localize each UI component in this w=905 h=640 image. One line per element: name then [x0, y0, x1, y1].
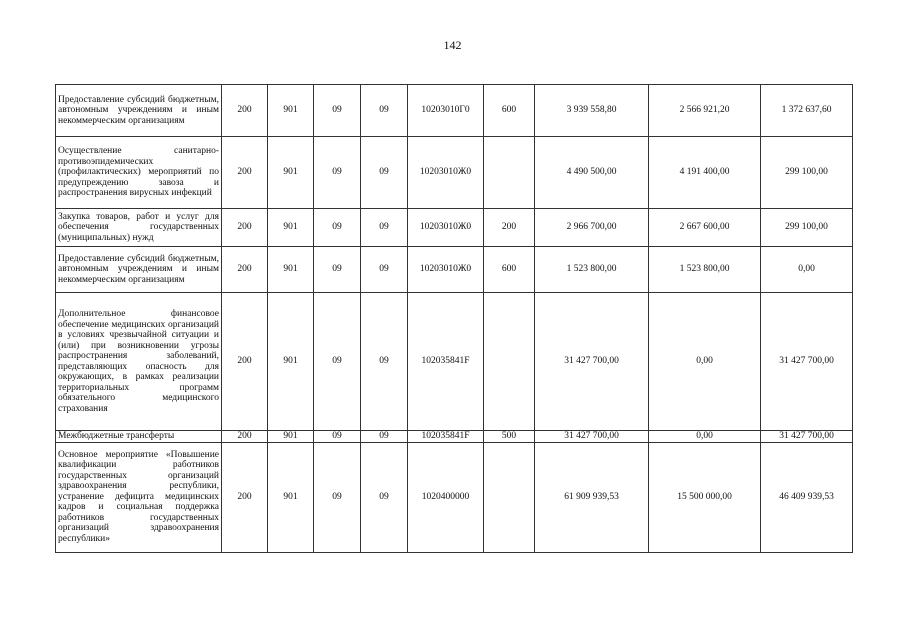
target-article-cell: 102035841F	[408, 431, 484, 443]
subsection-code-cell: 09	[361, 431, 408, 443]
expense-type-cell	[484, 293, 535, 431]
amount-total-cell: 31 427 700,00	[535, 293, 649, 431]
section-code-cell: 09	[314, 209, 361, 247]
expense-type-cell: 500	[484, 431, 535, 443]
target-article-cell: 10203010Ж0	[408, 209, 484, 247]
admin-code-cell: 200	[222, 85, 268, 137]
amount-total-cell: 31 427 700,00	[535, 431, 649, 443]
subsection-code-cell: 09	[361, 137, 408, 209]
amount-total-cell: 1 523 800,00	[535, 247, 649, 293]
amount-total-cell: 4 490 500,00	[535, 137, 649, 209]
amount-b-cell: 299 100,00	[761, 209, 853, 247]
section-code-cell: 09	[314, 442, 361, 552]
admin-code-cell: 200	[222, 247, 268, 293]
table-row	[56, 85, 853, 137]
section-code-cell: 09	[314, 85, 361, 137]
expense-type-cell: 200	[484, 209, 535, 247]
amount-total-cell: 2 966 700,00	[535, 209, 649, 247]
expense-type-cell: 600	[484, 247, 535, 293]
row-name-cell: Дополнительное финансовое обеспечение медицинских организаций в условиях чрезвычайной ситуации и (или) при возникновении угрозы распространения заболеваний, представляющих опасность для окружающих, в рамках реализации территориальных программ обязательного медицинского страхования	[56, 293, 222, 431]
expense-type-cell	[484, 137, 535, 209]
amount-total-cell: 61 909 939,53	[535, 442, 649, 552]
subsection-code-cell: 09	[361, 209, 408, 247]
table-row	[56, 293, 853, 431]
expense-type-cell	[484, 442, 535, 552]
amount-a-cell: 4 191 400,00	[649, 137, 761, 209]
ministry-code-cell: 901	[268, 431, 314, 443]
section-code-cell: 09	[314, 431, 361, 443]
table-row	[56, 209, 853, 247]
subsection-code-cell: 09	[361, 442, 408, 552]
admin-code-cell: 200	[222, 293, 268, 431]
amount-b-cell: 0,00	[761, 247, 853, 293]
row-name-cell: Основное мероприятие «Повышение квалификации работников государственных организаций здравоохранения республики, устранение дефицита медицинских кадров и социальная поддержка работников государственных организаций здравоохранения республики»	[56, 442, 222, 552]
table-row	[56, 442, 853, 552]
ministry-code-cell: 901	[268, 442, 314, 552]
amount-b-cell: 46 409 939,53	[761, 442, 853, 552]
page-number: 142	[443, 38, 462, 52]
section-code-cell: 09	[314, 137, 361, 209]
target-article-cell: 10203010Ж0	[408, 247, 484, 293]
row-name-cell: Межбюджетные трансферты	[56, 431, 222, 443]
subsection-code-cell: 09	[361, 293, 408, 431]
table-row	[56, 137, 853, 209]
section-code-cell: 09	[314, 293, 361, 431]
admin-code-cell: 200	[222, 137, 268, 209]
amount-b-cell: 31 427 700,00	[761, 431, 853, 443]
row-name-cell: Предоставление субсидий бюджетным, автономным учреждениям и иным некоммерческим организациям	[56, 247, 222, 293]
section-code-cell: 09	[314, 247, 361, 293]
ministry-code-cell: 901	[268, 293, 314, 431]
ministry-code-cell: 901	[268, 247, 314, 293]
expense-type-cell: 600	[484, 85, 535, 137]
amount-total-cell: 3 939 558,80	[535, 85, 649, 137]
row-name-cell: Предоставление субсидий бюджетным, автономным учреждениям и иным некоммерческим организациям	[56, 85, 222, 137]
subsection-code-cell: 09	[361, 247, 408, 293]
amount-b-cell: 299 100,00	[761, 137, 853, 209]
amount-a-cell: 1 523 800,00	[649, 247, 761, 293]
admin-code-cell: 200	[222, 209, 268, 247]
table-row	[56, 247, 853, 293]
amount-a-cell: 15 500 000,00	[649, 442, 761, 552]
table-row	[56, 431, 853, 443]
ministry-code-cell: 901	[268, 209, 314, 247]
ministry-code-cell: 901	[268, 137, 314, 209]
amount-a-cell: 0,00	[649, 293, 761, 431]
amount-a-cell: 2 667 600,00	[649, 209, 761, 247]
row-name-cell: Осуществление санитарно-противоэпидемических (профилактических) мероприятий по предупреждению завоза и распространения вирусных инфекций	[56, 137, 222, 209]
subsection-code-cell: 09	[361, 85, 408, 137]
budget-table	[55, 84, 853, 553]
target-article-cell: 10203010Ж0	[408, 137, 484, 209]
target-article-cell: 10203010Г0	[408, 85, 484, 137]
amount-b-cell: 31 427 700,00	[761, 293, 853, 431]
amount-a-cell: 2 566 921,20	[649, 85, 761, 137]
admin-code-cell: 200	[222, 442, 268, 552]
target-article-cell: 102035841F	[408, 293, 484, 431]
admin-code-cell: 200	[222, 431, 268, 443]
amount-b-cell: 1 372 637,60	[761, 85, 853, 137]
ministry-code-cell: 901	[268, 85, 314, 137]
row-name-cell: Закупка товаров, работ и услуг для обеспечения государственных (муниципальных) нужд	[56, 209, 222, 247]
amount-a-cell: 0,00	[649, 431, 761, 443]
target-article-cell: 1020400000	[408, 442, 484, 552]
